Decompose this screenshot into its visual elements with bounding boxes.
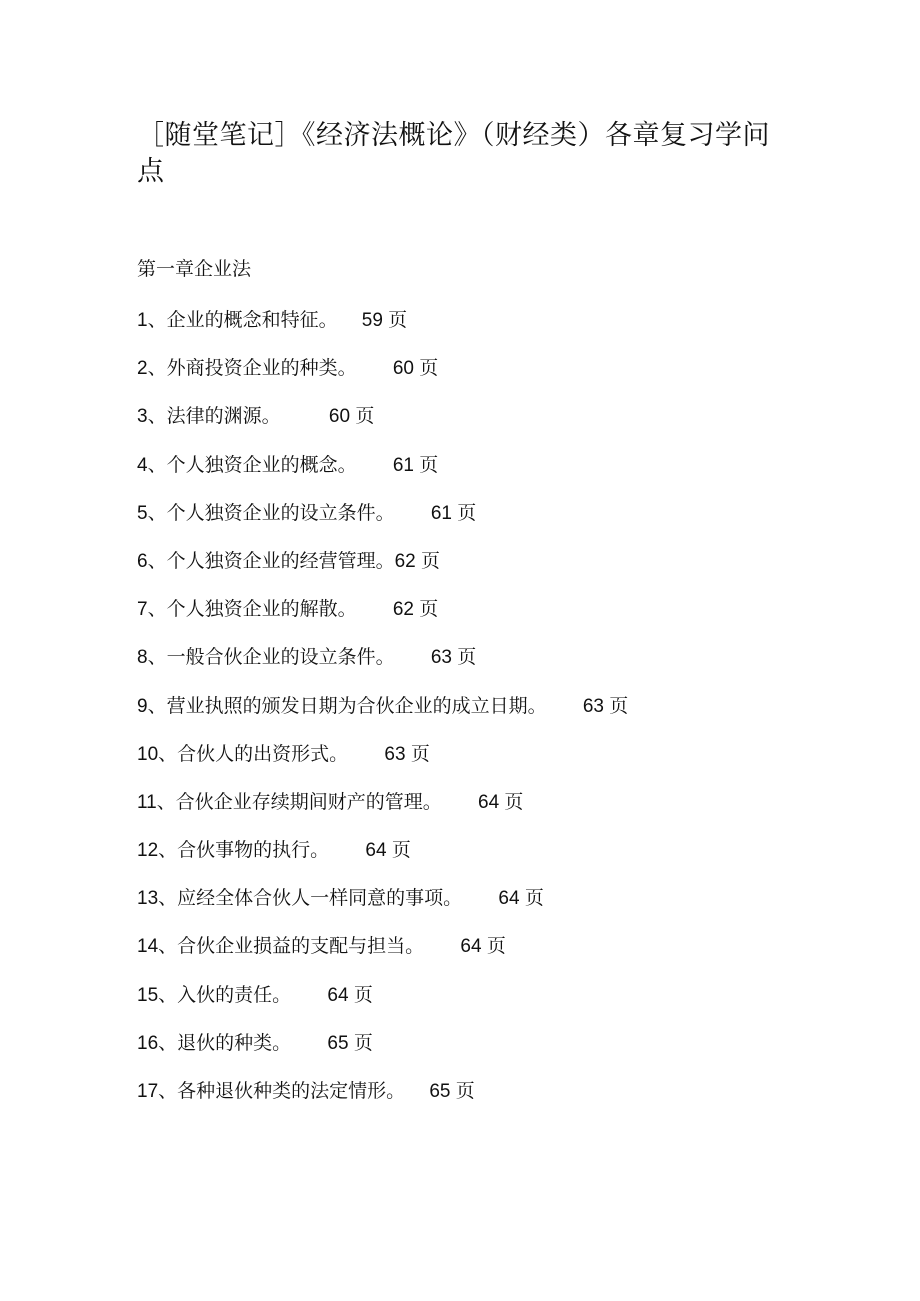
item-page-ref: 64 页: [327, 984, 373, 1006]
item-number: 2、: [137, 358, 167, 380]
topic-list: [137, 306, 837, 1125]
list-item: [137, 788, 837, 836]
item-page-ref: 63 页: [384, 743, 430, 765]
list-item: [137, 595, 837, 643]
item-number: 8、: [137, 647, 167, 669]
item-number: 4、: [137, 454, 167, 476]
item-text: 营业执照的颁发日期为合伙企业的成立日期。: [166, 694, 547, 717]
list-item: [137, 306, 837, 354]
item-page-ref: 64 页: [365, 840, 411, 862]
list-item: [137, 740, 837, 788]
item-text: 各种退伙种类的法定情形。: [177, 1080, 406, 1102]
item-number: 16、: [137, 1032, 178, 1054]
item-gap: [462, 887, 498, 909]
chapter-heading: 第一章企业法: [137, 258, 252, 280]
list-item: [137, 354, 837, 402]
item-number: 13、: [137, 888, 178, 910]
item-gap: [395, 646, 431, 668]
item-number: 10、: [137, 743, 178, 765]
item-gap: [329, 839, 365, 861]
item-page-ref: 59 页: [361, 310, 408, 331]
list-item: [137, 692, 837, 740]
item-page-ref: 64 页: [498, 888, 544, 910]
item-gap: [442, 791, 478, 813]
item-number: 9、: [137, 695, 167, 717]
item-gap: [348, 743, 384, 765]
item-text: 退伙的种类。: [177, 1031, 292, 1054]
item-text: 企业的概念和特征。: [166, 309, 338, 331]
item-text: 应经全体合伙人一样同意的事项。: [177, 887, 463, 910]
item-page-ref: 64 页: [478, 791, 524, 813]
item-page-ref: 63 页: [582, 695, 629, 717]
item-text: 外商投资企业的种类。: [166, 357, 357, 380]
list-item: [137, 836, 837, 884]
item-page-ref: 62 页: [392, 599, 439, 621]
item-gap: [291, 984, 327, 1006]
list-item: [137, 643, 837, 691]
item-page-ref: 63 页: [430, 647, 477, 669]
item-gap: [291, 1032, 327, 1054]
list-item: [137, 499, 837, 547]
item-page-ref: 64 页: [460, 936, 506, 958]
item-page-ref: 65 页: [429, 1081, 475, 1102]
item-number: 14、: [137, 936, 178, 958]
item-page-ref: 65 页: [327, 1032, 373, 1054]
item-text: 一般合伙企业的设立条件。: [166, 646, 395, 669]
list-item: [137, 547, 837, 595]
item-text: 合伙企业存续期间财产的管理。: [175, 790, 442, 813]
item-gap: [357, 357, 393, 379]
item-page-ref: 60 页: [328, 406, 375, 428]
item-text: 个人独资企业的解散。: [166, 598, 357, 621]
list-item: [137, 932, 837, 980]
item-gap: [424, 935, 460, 957]
item-gap: [281, 405, 329, 427]
item-text: 个人独资企业的经营管理。: [166, 549, 395, 572]
item-text: 合伙企业损益的支配与担当。: [177, 935, 425, 958]
list-item: [137, 1029, 837, 1077]
item-text: 个人独资企业的设立条件。: [166, 501, 395, 524]
list-item: [137, 451, 837, 499]
item-number: 17、: [137, 1081, 178, 1102]
item-number: 1、: [137, 310, 167, 331]
list-item: [137, 981, 837, 1029]
list-item: [137, 1077, 837, 1125]
item-text: 法律的渊源。: [166, 405, 281, 428]
item-number: 3、: [137, 406, 167, 428]
item-gap: [357, 454, 393, 476]
item-page-ref: 62 页: [394, 550, 441, 572]
item-text: 个人独资企业的概念。: [166, 453, 357, 476]
item-text: 合伙事物的执行。: [177, 839, 330, 862]
item-number: 7、: [137, 599, 167, 621]
item-gap: [547, 695, 583, 717]
item-text: 入伙的责任。: [177, 983, 292, 1006]
item-page-ref: 60 页: [392, 358, 439, 380]
list-item: [137, 402, 837, 450]
item-number: 5、: [137, 502, 167, 524]
item-gap: [395, 502, 431, 524]
document-title: ［随堂笔记］《经济法概论》（财经类）各章复习学问点: [137, 120, 770, 187]
item-page-ref: 61 页: [430, 502, 477, 524]
item-gap: [357, 598, 393, 620]
item-text: 合伙人的出资形式。: [177, 742, 349, 765]
item-page-ref: 61 页: [392, 454, 439, 476]
item-number: 11、: [137, 791, 176, 813]
item-number: 12、: [137, 840, 178, 862]
item-number: 15、: [137, 984, 178, 1006]
list-item: [137, 884, 837, 932]
item-number: 6、: [137, 550, 167, 572]
item-gap: [405, 1080, 429, 1102]
item-gap: [338, 309, 362, 331]
